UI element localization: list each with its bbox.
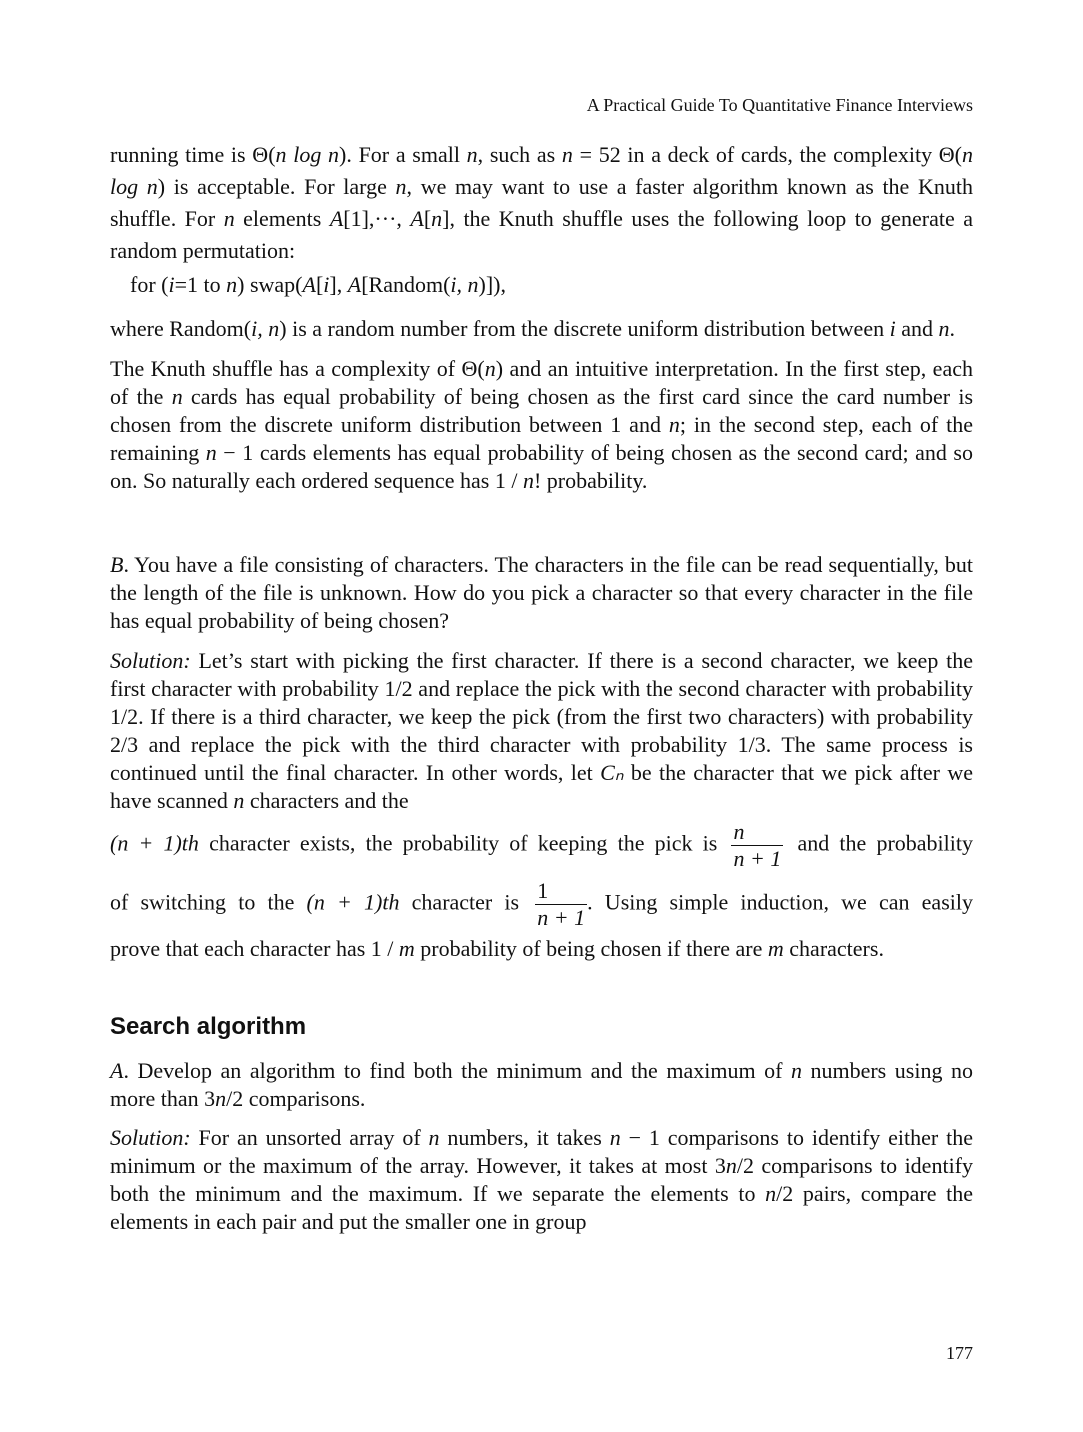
text-run: prove that each character has 1 / xyxy=(110,936,399,961)
text-run: numbers using no more than 3 xyxy=(110,1058,973,1111)
text-run: − 1 comparisons to identify either the minimum or the maximum of the array. However, it takes at most 3 xyxy=(110,1125,973,1178)
italic-text: n xyxy=(428,1125,440,1150)
italic-text: A xyxy=(302,272,316,297)
fraction-line-keep-mid: character exists, the probability of keeping the pick is xyxy=(198,830,718,856)
text-run: for ( xyxy=(130,272,169,297)
text-run: ) swap( xyxy=(237,272,303,297)
section-heading: Search algorithm xyxy=(110,1013,307,1040)
fraction-numerator: n xyxy=(731,819,783,846)
text-run: [1],···, xyxy=(343,206,411,231)
fraction-line-switch-italic: (n + 1)th xyxy=(306,889,400,915)
italic-text: n xyxy=(223,206,235,231)
fraction-line-keep-post: and the probability xyxy=(797,830,973,856)
text-run: =1 to xyxy=(174,272,227,297)
italic-text: n xyxy=(431,206,443,231)
fraction-line-switch xyxy=(110,878,973,931)
text-run: /2 comparisons to identify both the minimum and the maximum. If we separate the elements to xyxy=(110,1153,974,1206)
text-run: ], the Knuth shuffle uses the following loop to generate a random permutation: xyxy=(110,206,973,263)
text-run: characters and the xyxy=(244,788,409,813)
fraction-line-switch-mid: character is xyxy=(399,889,520,915)
text-run: ], xyxy=(329,272,348,297)
text-run: ) is a random number from the discrete uniform distribution between xyxy=(279,316,890,341)
text-run: where Random( xyxy=(110,316,252,341)
italic-text: n log n xyxy=(110,142,973,199)
text-run: ) and an intuitive interpretation. In the first step, each of the xyxy=(110,356,973,409)
italic-text: n xyxy=(790,1058,802,1083)
text-run: and xyxy=(895,316,939,341)
problem-b-conclusion xyxy=(110,935,973,963)
running-header: A Practical Guide To Quantitative Finance Interviews xyxy=(586,95,973,115)
italic-text: n xyxy=(725,1153,737,1178)
fraction-denominator: n + 1 xyxy=(537,905,586,930)
knuth-loop-code xyxy=(110,271,973,299)
text-run: elements xyxy=(234,206,330,231)
paragraph-knuth-complexity xyxy=(110,355,973,495)
italic-text: n xyxy=(233,788,245,813)
problem-b-solution xyxy=(110,647,973,815)
italic-text: n xyxy=(609,1125,621,1150)
italic-text: i xyxy=(168,272,175,297)
italic-text: A xyxy=(110,1058,124,1083)
italic-text: n xyxy=(484,356,496,381)
text-run: running time is Θ( xyxy=(110,142,276,167)
italic-text: n xyxy=(561,142,573,167)
italic-text: n xyxy=(765,1181,777,1206)
fraction-line-keep xyxy=(110,819,973,872)
text-run: . Develop an algorithm to find both the minimum and the maximum of xyxy=(123,1058,791,1083)
page-number: 177 xyxy=(946,1343,973,1363)
italic-text: i, n xyxy=(251,316,280,341)
problem-b-question xyxy=(110,551,973,635)
text-run: cards has equal probability of being chosen as the first card since the card number is chosen from the discrete uniform distribution between 1 and xyxy=(110,384,974,437)
text-run: /2 comparisons. xyxy=(226,1086,366,1111)
text-run: . xyxy=(949,316,955,341)
text-run: − 1 cards elements has equal probability of being chosen as the second card; and so on. So naturally each ordered sequence has 1 / xyxy=(110,440,973,493)
text-run: numbers, it takes xyxy=(439,1125,610,1150)
fraction-line-switch-post: . Using simple induction, we can easily xyxy=(587,889,973,915)
fraction-n-over-n-plus-1 xyxy=(731,819,783,872)
text-run: ). For a small xyxy=(339,142,467,167)
text-run: , such as xyxy=(477,142,562,167)
text-run: . You have a file consisting of characters. The characters in the file can be read sequentially, but the length of the file is unknown. How do you pick a character so that every character in the file has equal probability of being chosen? xyxy=(110,552,973,633)
italic-text: n xyxy=(215,1086,227,1111)
fraction-line-switch-pre: of switching to the xyxy=(110,889,307,915)
text-run: )]), xyxy=(478,272,507,297)
italic-text: i xyxy=(889,316,896,341)
italic-text: n xyxy=(522,468,534,493)
text-run: For an unsorted array of xyxy=(190,1125,429,1150)
text-run: characters. xyxy=(783,936,884,961)
text-run: ! probability. xyxy=(533,468,648,493)
italic-text: m xyxy=(398,936,415,961)
italic-text: n xyxy=(205,440,217,465)
italic-text: Solution: xyxy=(110,1125,191,1150)
italic-text: i xyxy=(323,272,330,297)
italic-text: i, n xyxy=(450,272,479,297)
page-body xyxy=(110,139,973,1236)
text-run: Let’s start with picking the first character. If there is a second character, we keep the first character with probability 1/2 and replace the pick with the second character with probability 1/2. If there is a third character, we keep the pick (from the first two characters) with probability 2/3 and replace the pick with the third character with probability 1/3. The same process is continued until the final character. In other words, let xyxy=(110,648,973,785)
fraction-1-over-n-plus-1 xyxy=(535,878,587,931)
italic-text: n xyxy=(668,412,680,437)
problem-a-question xyxy=(110,1057,973,1113)
italic-text: A xyxy=(347,272,362,297)
italic-text: A xyxy=(410,206,424,231)
paragraph-random-def xyxy=(110,315,973,343)
text-run: ; in the second step, each of the remaining xyxy=(110,412,973,465)
italic-text: m xyxy=(767,936,784,961)
text-run: /2 pairs, compare the elements in each pair and put the smaller one in group xyxy=(110,1181,973,1234)
text-run: probability of being chosen if there are xyxy=(414,936,768,961)
italic-text: Cₙ xyxy=(600,760,624,785)
text-run: , we may want to use a faster algorithm known as the Knuth shuffle. For xyxy=(110,174,973,231)
problem-a-solution xyxy=(110,1124,973,1236)
italic-text: n xyxy=(171,384,183,409)
italic-text: n xyxy=(395,174,407,199)
text-run: [ xyxy=(423,206,432,231)
italic-text: n log n xyxy=(275,142,340,167)
fraction-line-keep-pre: (n + 1)th xyxy=(110,830,199,856)
text-run: ) is acceptable. For large xyxy=(157,174,396,199)
fraction-numerator: 1 xyxy=(535,878,587,905)
text-run: be the character that we pick after we have scanned xyxy=(110,760,973,813)
paragraph-knuth-intro xyxy=(110,139,973,267)
fraction-denominator: n + 1 xyxy=(733,846,782,871)
italic-text: n xyxy=(938,316,950,341)
italic-text: Solution: xyxy=(110,648,191,673)
text-run: [Random( xyxy=(361,272,451,297)
italic-text: B xyxy=(110,552,124,577)
italic-text: A xyxy=(329,206,344,231)
text-run: = 52 in a deck of cards, the complexity Θ( xyxy=(572,142,962,167)
text-run: The Knuth shuffle has a complexity of Θ( xyxy=(110,356,485,381)
text-run: [ xyxy=(315,272,324,297)
italic-text: n xyxy=(226,272,238,297)
italic-text: n xyxy=(466,142,478,167)
